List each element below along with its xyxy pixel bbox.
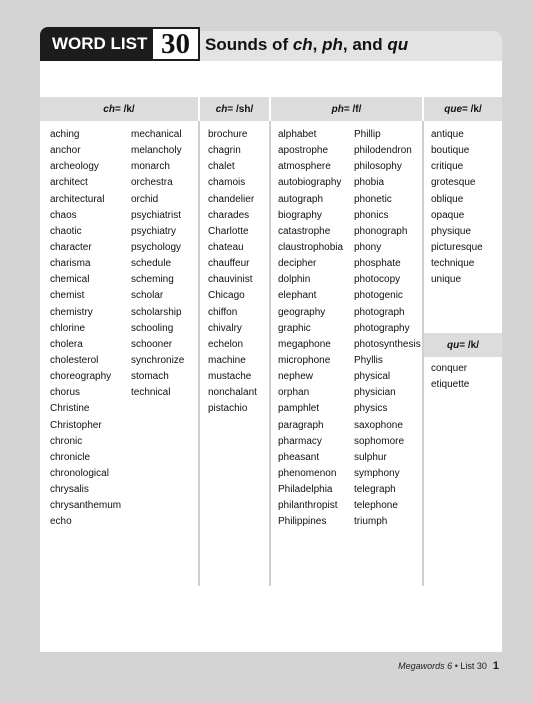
word-item: Charlotte — [208, 225, 249, 237]
word-item: phonics — [354, 209, 389, 221]
word-item: anchor — [50, 145, 81, 157]
list-title — [205, 35, 408, 55]
word-item: machine — [208, 354, 246, 366]
word-item: monarch — [131, 161, 170, 173]
word-item: psychology — [131, 241, 182, 253]
word-item: triumph — [354, 516, 388, 528]
word-item: chrysanthemum — [50, 500, 122, 512]
word-item: photocopy — [354, 274, 401, 286]
word-item: phenomenon — [278, 467, 337, 479]
word-item: opaque — [431, 209, 465, 221]
word-item: physician — [354, 387, 396, 399]
word-item: schedule — [131, 258, 172, 270]
column-divider — [198, 121, 200, 586]
word-item: archeology — [50, 161, 99, 173]
word-item: pheasant — [278, 451, 320, 463]
word-item: scholar — [131, 290, 164, 302]
word-item: chemist — [50, 290, 85, 302]
word-item: chronicle — [50, 451, 91, 463]
word-item: conquer — [431, 363, 468, 374]
word-item: decipher — [278, 258, 317, 270]
page-footer — [398, 660, 499, 672]
word-item: phobia — [354, 177, 385, 189]
title-ch: ch — [292, 35, 313, 54]
word-list-ch-k-b — [131, 127, 184, 401]
word-item: autograph — [278, 193, 324, 205]
word-item: charades — [208, 209, 250, 221]
word-item: philosophy — [354, 161, 402, 173]
column-header-que-k — [424, 97, 502, 121]
word-item: phony — [354, 241, 382, 253]
word-item: catastrophe — [278, 225, 331, 237]
word-item: architectural — [50, 193, 105, 205]
word-item: unique — [431, 274, 462, 286]
word-item: chauvinist — [208, 274, 253, 286]
word-item: psychiatrist — [131, 209, 182, 221]
column-divider — [422, 121, 424, 586]
word-item: critique — [431, 161, 464, 173]
column-sound: = /k/ — [462, 103, 482, 115]
column-header-ph-f — [271, 97, 422, 121]
word-item: physique — [431, 225, 472, 237]
word-item: chalet — [208, 161, 235, 173]
column-sound: = /f/ — [343, 103, 362, 115]
word-item: paragraph — [278, 419, 324, 431]
word-item: chauffeur — [208, 258, 250, 270]
word-item: aching — [50, 129, 80, 140]
word-item: philanthropist — [278, 500, 338, 512]
word-item: echo — [50, 516, 72, 528]
word-item: orchestra — [131, 177, 173, 189]
word-list-que-k — [431, 127, 483, 288]
word-item: pamphlet — [278, 403, 320, 415]
column-sound: = /k/ — [459, 339, 479, 351]
word-item: pistachio — [208, 403, 248, 415]
word-item: chateau — [208, 241, 244, 253]
footer-separator: • — [452, 661, 461, 671]
word-item: telephone — [354, 500, 398, 512]
word-item: mustache — [208, 371, 252, 383]
word-item: biography — [278, 209, 322, 221]
word-item: atmosphere — [278, 161, 331, 173]
word-item: chivalry — [208, 322, 242, 334]
word-item: grotesque — [431, 177, 476, 189]
column-header-ch-sh — [200, 97, 269, 121]
word-item: alphabet — [278, 129, 317, 140]
page-number: 1 — [492, 660, 499, 672]
word-item: Chicago — [208, 290, 245, 302]
word-item: physical — [354, 371, 391, 383]
word-item: chorus — [50, 387, 81, 399]
word-item: elephant — [278, 290, 317, 302]
word-item: schooling — [131, 322, 174, 334]
word-item: sulphur — [354, 451, 387, 463]
word-item: synchronize — [131, 354, 185, 366]
word-item: schooner — [131, 338, 173, 350]
word-item: Philadelphia — [278, 484, 333, 496]
word-item: scheming — [131, 274, 174, 286]
word-item: chronic — [50, 435, 83, 447]
word-item: sophomore — [354, 435, 405, 447]
word-item: brochure — [208, 129, 248, 140]
word-item: nephew — [278, 371, 314, 383]
word-item: stomach — [131, 371, 169, 383]
title-qu: qu — [387, 35, 409, 54]
word-item: telegraph — [354, 484, 396, 496]
word-item: physics — [354, 403, 388, 415]
column-letters: ph — [331, 103, 344, 115]
title-ph: ph — [322, 35, 343, 54]
word-item: cholera — [50, 338, 83, 350]
column-letters: qu — [447, 339, 460, 351]
word-item: phosphate — [354, 258, 401, 270]
word-item: claustrophobia — [278, 241, 344, 253]
word-item: choreography — [50, 371, 112, 383]
word-item: nonchalant — [208, 387, 257, 399]
column-letters: ch — [103, 103, 115, 115]
list-number: 30 — [151, 27, 200, 61]
word-item: chaos — [50, 209, 77, 221]
column-letters: que — [444, 103, 463, 115]
word-item: chandelier — [208, 193, 255, 205]
word-item: technique — [431, 258, 475, 270]
title-prefix: Sounds of — [205, 35, 293, 54]
word-item: character — [50, 241, 92, 253]
word-item: microphone — [278, 354, 331, 366]
word-item: melancholy — [131, 145, 182, 157]
word-item: chaotic — [50, 225, 82, 237]
word-item: photosynthesis — [354, 338, 421, 350]
column-divider — [269, 121, 271, 586]
word-item: mechanical — [131, 129, 182, 140]
word-item: etiquette — [431, 379, 470, 391]
word-item: pharmacy — [278, 435, 322, 447]
word-item: technical — [131, 387, 171, 399]
word-item: saxophone — [354, 419, 403, 431]
word-item: autobiography — [278, 177, 342, 189]
word-item: chemical — [50, 274, 90, 286]
word-item: graphic — [278, 322, 311, 334]
column-header-ch-k — [40, 97, 198, 121]
footer-list: List 30 — [460, 661, 487, 671]
word-item: chemistry — [50, 306, 93, 318]
word-item: chiffon — [208, 306, 238, 318]
word-item: chrysalis — [50, 484, 89, 496]
word-item: Phillip — [354, 129, 381, 140]
word-list-ch-sh — [208, 127, 257, 418]
word-item: chronological — [50, 467, 109, 479]
word-item: architect — [50, 177, 88, 189]
word-item: cholesterol — [50, 354, 99, 366]
column-sound: = /k/ — [114, 103, 135, 115]
word-item: geography — [278, 306, 326, 318]
word-item: orchid — [131, 193, 159, 205]
word-item: symphony — [354, 467, 400, 479]
word-item: chamois — [208, 177, 246, 189]
word-list-qu-k — [431, 361, 469, 393]
footer-book: Megawords 6 — [398, 661, 453, 671]
word-item: echelon — [208, 338, 244, 350]
word-item: philodendron — [354, 145, 412, 157]
word-item: Philippines — [278, 516, 327, 528]
word-item: dolphin — [278, 274, 311, 286]
word-item: apostrophe — [278, 145, 329, 157]
word-item: chlorine — [50, 322, 86, 334]
word-item: orphan — [278, 387, 310, 399]
word-item: Christopher — [50, 419, 102, 431]
word-list-ph-f-a — [278, 127, 343, 531]
column-sound: = /sh/ — [227, 103, 254, 115]
column-header-qu-k — [424, 333, 502, 357]
word-item: Phyllis — [354, 354, 383, 366]
word-item: charisma — [50, 258, 91, 270]
word-item: antique — [431, 129, 464, 140]
word-item: phonetic — [354, 193, 392, 205]
word-item: boutique — [431, 145, 470, 157]
title-sep1: , — [312, 35, 323, 54]
word-item: Christine — [50, 403, 90, 415]
column-letters: ch — [215, 103, 228, 115]
word-list-ph-f-b — [354, 127, 421, 531]
word-item: photography — [354, 322, 410, 334]
word-item: photograph — [354, 306, 405, 318]
word-item: psychiatry — [131, 225, 177, 237]
word-item: picturesque — [431, 241, 483, 253]
word-item: chagrin — [208, 145, 241, 157]
word-list-ch-k-a — [50, 127, 121, 531]
word-item: megaphone — [278, 338, 331, 350]
word-item: phonograph — [354, 225, 408, 237]
title-sep2: , and — [342, 35, 388, 54]
word-list-label: WORD LIST — [40, 27, 152, 61]
word-item: oblique — [431, 193, 464, 205]
word-item: photogenic — [354, 290, 403, 302]
word-item: scholarship — [131, 306, 182, 318]
